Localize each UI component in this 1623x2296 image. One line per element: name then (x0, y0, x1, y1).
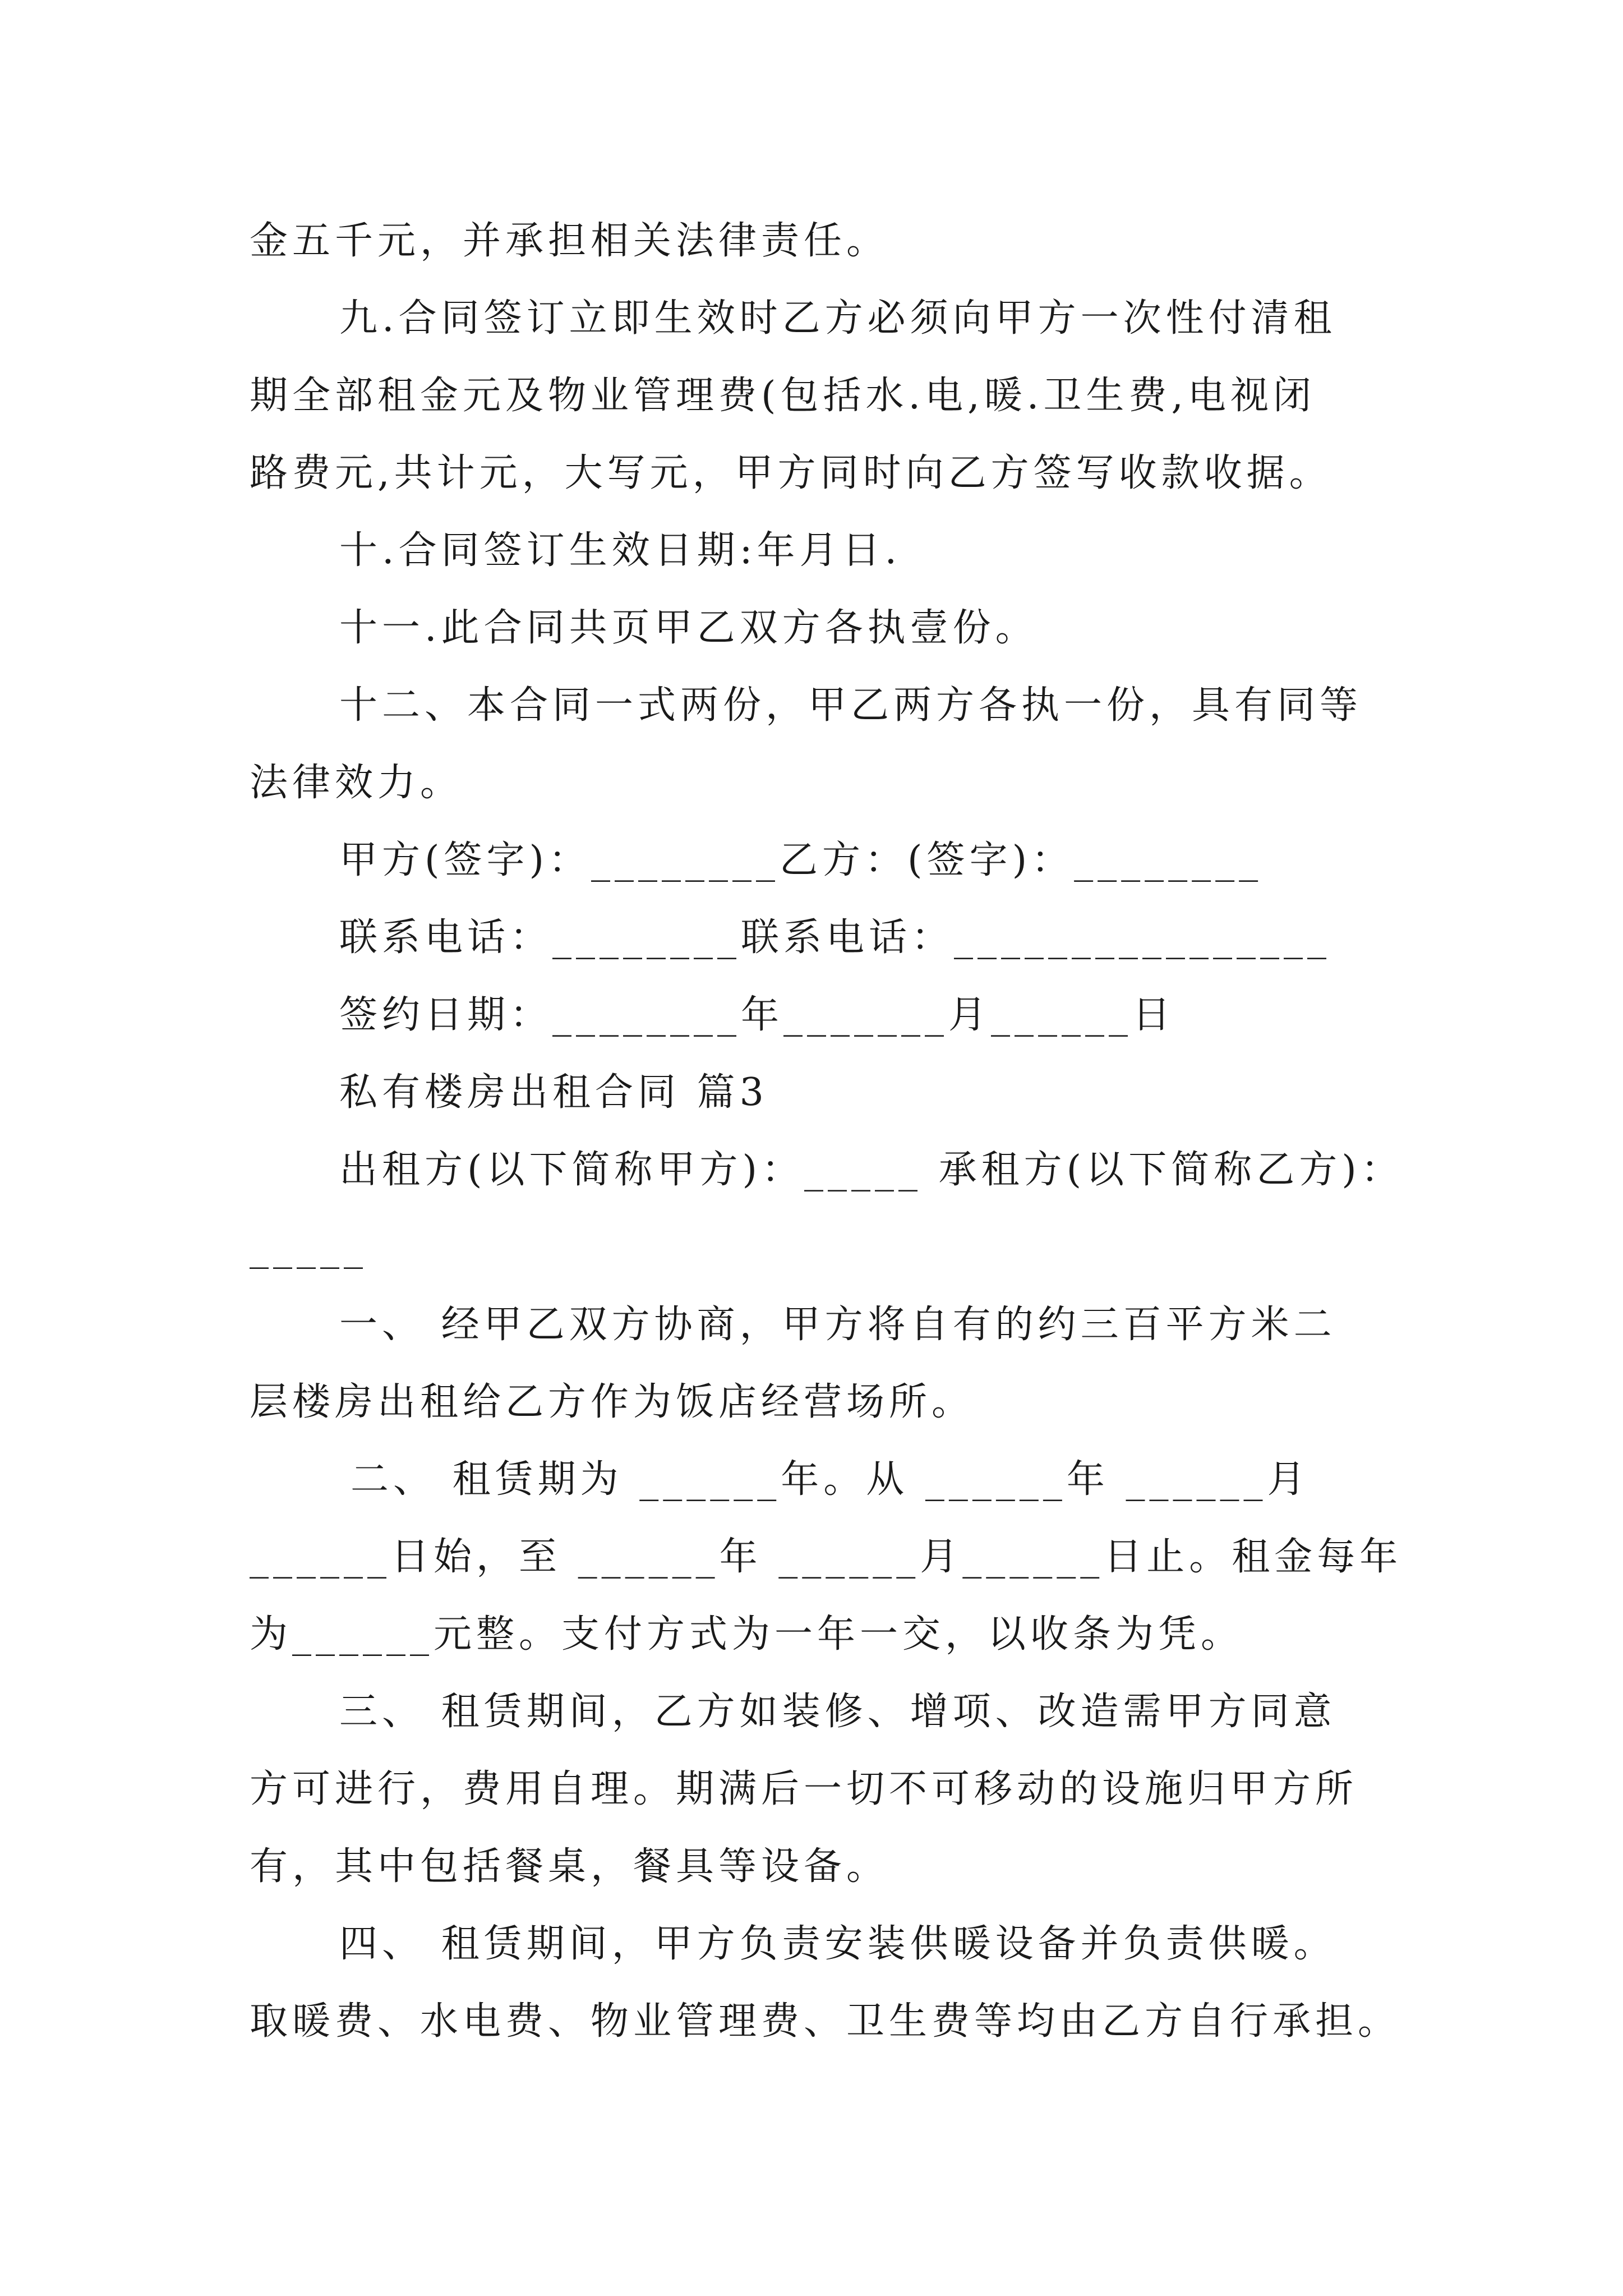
section-title: 私有楼房出租合同 篇3 (339, 1070, 768, 1115)
paragraph-line: 层楼房出租给乙方作为饭店经营场所。 (250, 1380, 975, 1424)
paragraph-line: _____ (250, 1225, 367, 1269)
clause-four-line: 四、 租赁期间，甲方负责安装供暖设备并负责供暖。 (339, 1922, 1336, 1966)
clause-three-line: 三、 租赁期间，乙方如装修、增项、改造需甲方同意 (339, 1690, 1336, 1734)
clause-eleven-line: 十一.此合同共页甲乙双方各执壹份。 (339, 606, 1038, 650)
paragraph-line: 方可进行，费用自理。期满后一切不可移动的设施归甲方所 (250, 1767, 1358, 1811)
paragraph-line: 为______元整。支付方式为一年一交，以收条为凭。 (250, 1612, 1244, 1657)
paragraph-line: 期全部租金元及物业管理费(包括水.电,暖.卫生费,电视闭 (250, 374, 1316, 418)
paragraph-line: ______日始，至 ______年 ______月______日止。租金每年 (250, 1535, 1403, 1579)
signature-line: 甲方(签字)：________乙方：(签字)：________ (339, 838, 1263, 882)
paragraph-line: 有，其中包括餐桌，餐具等设备。 (250, 1844, 889, 1889)
parties-line: 出租方(以下简称甲方)：_____ 承租方(以下简称乙方)： (339, 1148, 1404, 1192)
paragraph-line: 路费元,共计元，大写元，甲方同时向乙方签写收款收据。 (250, 451, 1332, 495)
clause-two-line: 二、 租赁期为 ______年。从 ______年 ______月 (351, 1457, 1310, 1502)
paragraph-line: 金五千元，并承担相关法律责任。 (250, 219, 889, 263)
clause-one-line: 一、 经甲乙双方协商，甲方将自有的约三百平方米二 (339, 1303, 1336, 1347)
clause-twelve-line: 十二、本合同一式两份，甲乙两方各执一份，具有同等 (339, 683, 1363, 728)
signing-date-line: 签约日期：________年_______月______日 (339, 993, 1175, 1037)
paragraph-line: 取暖费、水电费、物业管理费、卫生费等均由乙方自行承担。 (250, 1999, 1401, 2044)
clause-ten-line: 十.合同签订生效日期:年月日. (339, 528, 902, 573)
clause-nine-line: 九.合同签订立即生效时乙方必须向甲方一次性付清租 (339, 296, 1336, 341)
contact-phone-line: 联系电话：________联系电话：________________ (339, 915, 1331, 960)
paragraph-line: 法律效力。 (250, 761, 463, 805)
